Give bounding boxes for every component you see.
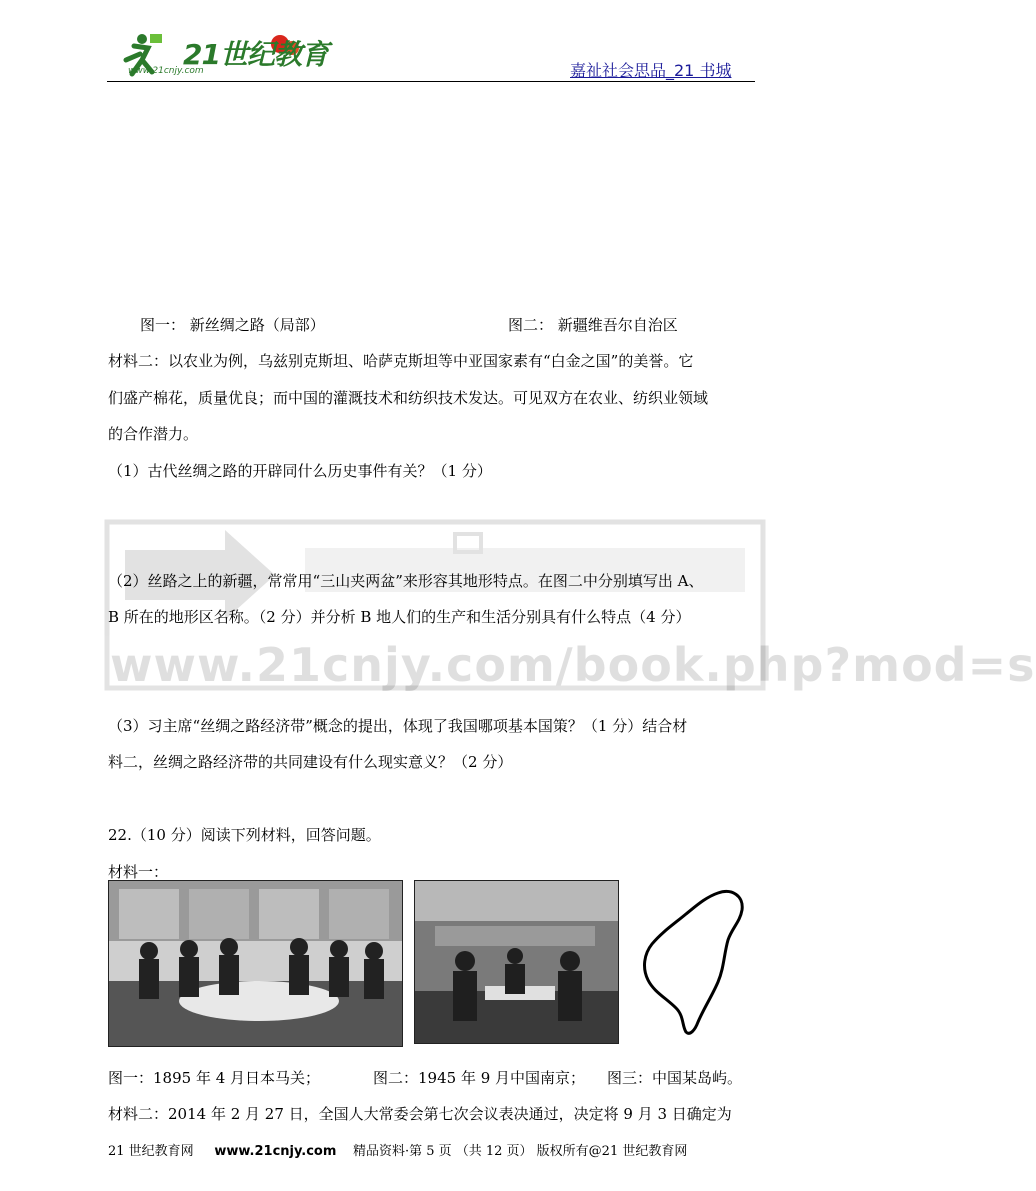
treaty-of-shimonoseki-image	[108, 880, 403, 1047]
material2-line3: 的合作潜力。	[108, 425, 199, 443]
q22-material2-line: 材料二：2014 年 2 月 27 日，全国人大常委会第七次会议表决通过，决定将 9 月 3 日确定为	[108, 1105, 732, 1123]
page-footer	[108, 1140, 687, 1159]
question-1: （1）古代丝绸之路的开辟同什么历史事件有关？（1 分）	[108, 462, 492, 480]
header-link[interactable]: 嘉祉社会思品_21 书城	[570, 61, 732, 80]
material2-line1: 材料二：以农业为例，乌兹别克斯坦、哈萨克斯坦等中亚国家素有“白金之国”的美誉。它	[108, 352, 694, 370]
footer-site: 21 世纪教育网	[108, 1144, 194, 1159]
caption-fig1: 图一： 新丝绸之路（局部）	[140, 316, 325, 334]
nanjing-surrender-image	[414, 880, 619, 1044]
caption-image3: 图三：中国某岛屿。	[607, 1069, 743, 1087]
question-3-line2: 料二，丝绸之路经济带的共同建设有什么现实意义？（2 分）	[108, 753, 513, 771]
caption-image2: 图二：1945 年 9 月中国南京；	[373, 1069, 586, 1087]
question-22-title: 22.（10 分）阅读下列材料，回答问题。	[108, 826, 381, 844]
footer-page-info: 精品资料·第 5 页 （共 12 页） 版权所有@21 世纪教育网	[352, 1144, 688, 1159]
question-3-line1: （3）习主席“丝绸之路经济带”概念的提出，体现了我国哪项基本国策？（1 分）结合材	[108, 717, 688, 735]
footer-url[interactable]: www.21cnjy.com	[214, 1144, 337, 1159]
logo-url: www.21cnjy.com	[128, 66, 204, 76]
header-divider	[107, 81, 755, 82]
question-2-line2: B 所在的地形区名称。（2 分）并分析 B 地人们的生产和生活分别具有什么特点（4 分）	[108, 608, 691, 626]
caption-image1: 图一：1895 年 4 月日本马关；	[108, 1069, 321, 1087]
watermark-text: www.21cnjy.com/book.php?mod=s	[110, 638, 1036, 692]
taiwan-island-outline	[640, 888, 755, 1038]
question-2-line1: （2）丝路之上的新疆，常常用“三山夹两盆”来形容其地形特点。在图二中分别填写出 A、	[108, 572, 704, 590]
caption-fig2: 图二： 新疆维吾尔自治区	[508, 316, 678, 334]
logo-text: 21世纪教育	[183, 38, 328, 71]
material1-label: 材料一：	[108, 863, 169, 881]
material2-line2: 们盛产棉花，质量优良；而中国的灌溉技术和纺织技术发达。可见双方在农业、纺织业领域	[108, 389, 709, 407]
